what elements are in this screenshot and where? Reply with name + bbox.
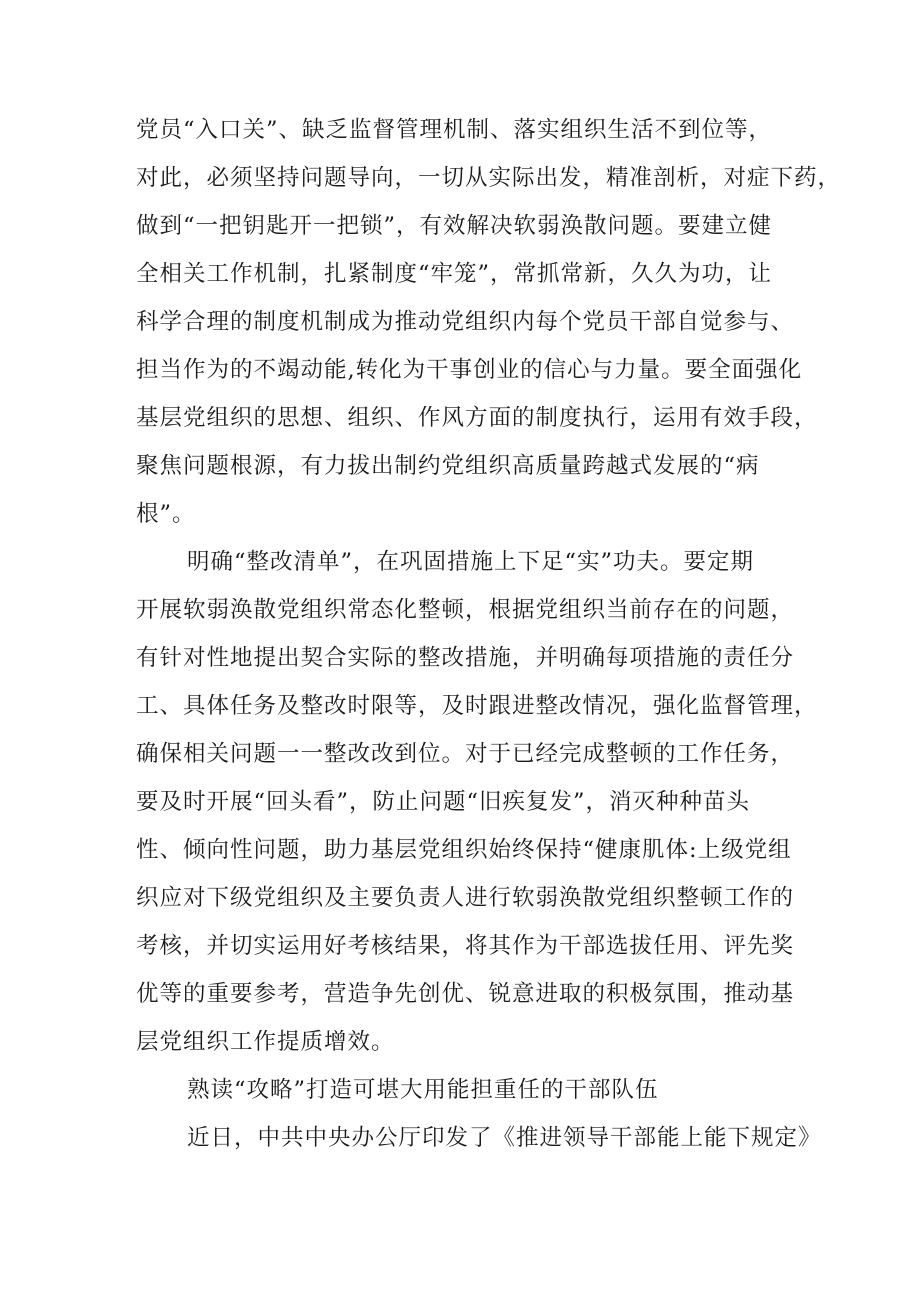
body-text-line: 有针对性地提出契合实际的整改措施，并明确每项措施的责任分 (136, 645, 795, 671)
section-heading: 熟读“攻略”打造可堪大用能担重任的干部队伍 (187, 1077, 659, 1103)
body-text-line: 担当作为的不竭动能,转化为干事创业的信心与力量。要全面强化 (136, 357, 803, 383)
paragraph-first-line: 明确“整改清单”，在巩固措施上下足“实”功夫。要定期 (187, 549, 755, 575)
body-text-line: 全相关工作机制，扎紧制度“牢笼”，常抓常新，久久为功，让 (136, 261, 773, 287)
body-text-line: 基层党组织的思想、组织、作风方面的制度执行，运用有效手段， (136, 405, 818, 431)
body-text-line: 层党组织工作提质增效。 (136, 1029, 395, 1055)
body-text-line: 科学合理的制度机制成为推动党组织内每个党员干部自觉参与、 (136, 309, 795, 335)
body-text-line: 对此，必须坚持问题导向，一切从实际出发，精准剖析，对症下药， (136, 165, 842, 191)
body-text-line: 工、具体任务及整改时限等，及时跟进整改情况，强化监督管理， (136, 693, 818, 719)
body-text-line: 党员“入口关”、缺乏监督管理机制、落实组织生活不到位等， (136, 117, 773, 143)
body-text-line: 要及时开展“回头看”，防止问题“旧疾复发”，消灭种种苗头 (136, 789, 751, 815)
paragraph-first-line: 近日，中共中央办公厅印发了《推进领导干部能上能下规定》 (187, 1125, 822, 1151)
body-text-line: 根”。 (136, 501, 196, 527)
body-text-line: 性、倾向性问题，助力基层党组织始终保持“健康肌体:上级党组 (136, 837, 792, 863)
body-text-line: 优等的重要参考，营造争先创优、锐意进取的积极氛围，推动基 (136, 981, 795, 1007)
body-text-line: 织应对下级党组织及主要负责人进行软弱涣散党组织整顿工作的 (136, 885, 795, 911)
body-text-line: 考核，并切实运用好考核结果，将其作为干部选拔任用、评先奖 (136, 933, 795, 959)
body-text-line: 做到“一把钥匙开一把锁”，有效解决软弱涣散问题。要建立健 (136, 213, 773, 239)
body-text-line: 聚焦问题根源，有力拔出制约党组织高质量跨越式发展的“病 (136, 453, 760, 479)
body-text-line: 开展软弱涣散党组织常态化整顿，根据党组织当前存在的问题， (136, 597, 795, 623)
body-text-line: 确保相关问题一一整改改到位。对于已经完成整顿的工作任务， (136, 741, 795, 767)
